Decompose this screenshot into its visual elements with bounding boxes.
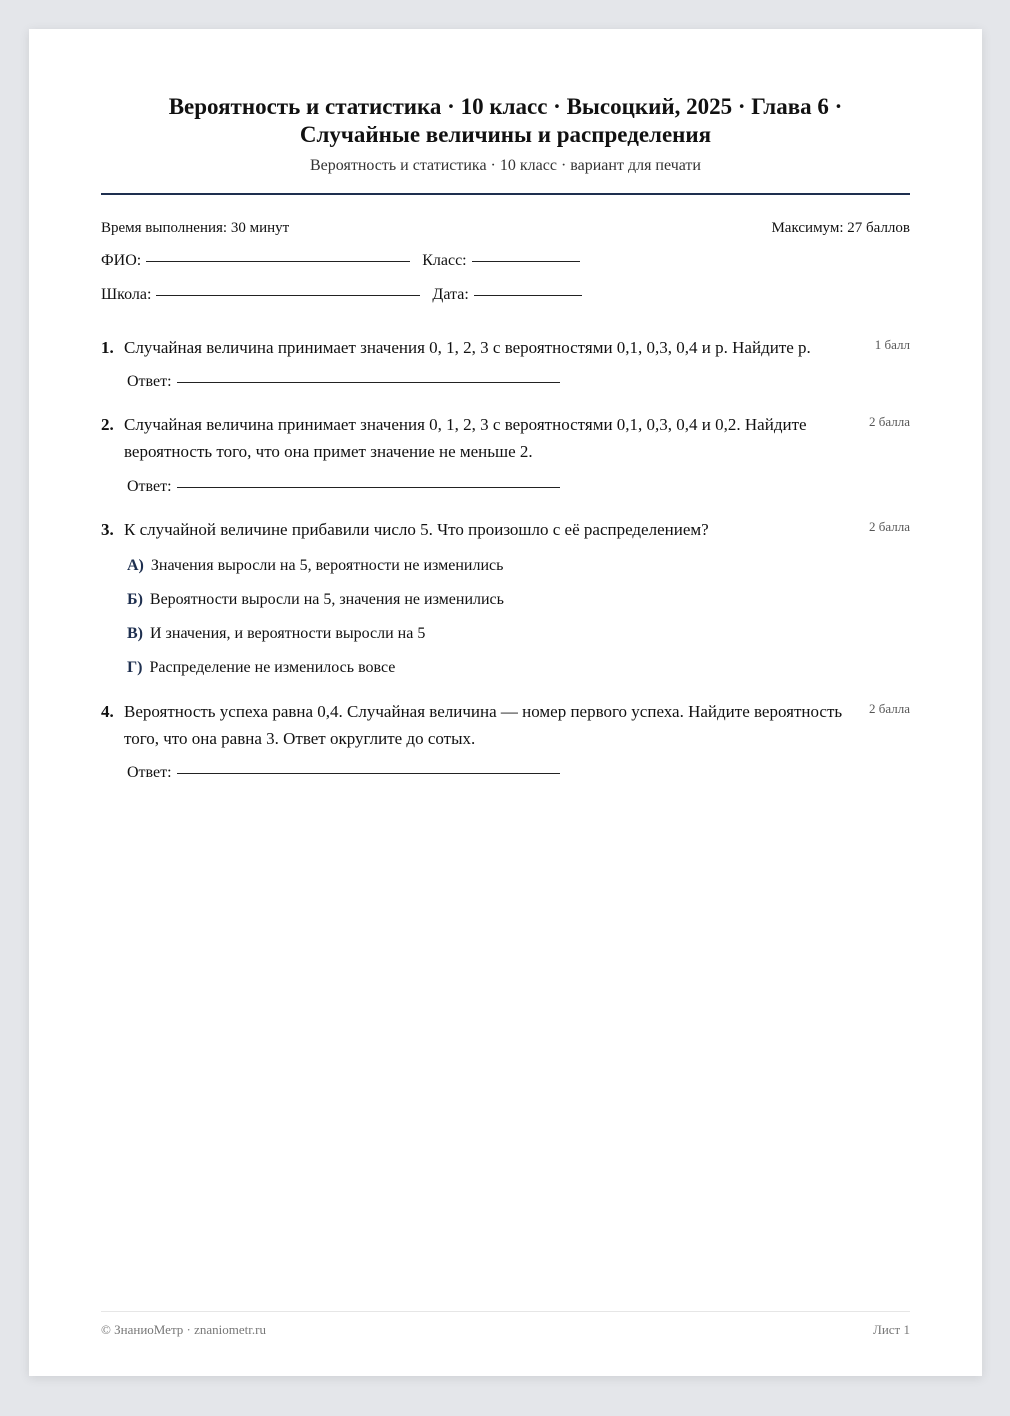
answer-field[interactable] [177, 773, 560, 774]
answer-label: Ответ: [127, 373, 172, 390]
question-number: 4. [101, 702, 114, 721]
answer-row [127, 373, 560, 391]
time-limit: Время выполнения: 30 минут [101, 220, 290, 236]
school-field[interactable] [156, 294, 420, 296]
page-number: Лист 1 [873, 1322, 910, 1337]
question-text: Вероятность успеха равна 0,4. Случайная величина — номер первого успеха. Найдите вероятность того, что она равна 3. Ответ округлите до сотых. [124, 702, 843, 748]
school-date-row [101, 286, 594, 304]
worksheet-page [29, 29, 982, 1376]
question-text: Случайная величина принимает значения 0, 1, 2, 3 с вероятностями 0,1, 0,3, 0,4 и p. Найдите p. [124, 338, 811, 357]
option-letter: А) [127, 557, 144, 574]
fio-label: ФИО: [101, 252, 142, 269]
fio-class-row [101, 252, 592, 270]
option-letter: Г) [127, 659, 143, 676]
title-line-1: Вероятность и статистика · 10 класс · Высоцкий, 2025 · Глава 6 · [168, 94, 843, 119]
question-points: 2 балла [869, 414, 910, 429]
max-score: Максимум: 27 баллов [771, 220, 910, 236]
title-line-2: Случайные величины и распределения [299, 122, 712, 147]
footer-copyright: © ЗнаниоМетр · znaniometr.ru [101, 1322, 266, 1337]
date-label: Дата: [432, 286, 469, 303]
answer-label: Ответ: [127, 764, 172, 781]
option-b[interactable] [127, 590, 504, 610]
question-number: 3. [101, 520, 114, 539]
option-text: Вероятности выросли на 5, значения не изменились [149, 591, 504, 608]
option-a[interactable] [127, 556, 503, 576]
question-text: К случайной величине прибавили число 5. Что произошло с её распределением? [124, 520, 709, 539]
option-letter: В) [127, 625, 143, 642]
question-number: 2. [101, 415, 114, 434]
page-subtitle: Вероятность и статистика · 10 класс · вариант для печати [310, 157, 701, 174]
date-field[interactable] [474, 294, 582, 296]
option-c[interactable] [127, 624, 425, 644]
option-letter: Б) [127, 591, 143, 608]
answer-field[interactable] [177, 487, 560, 488]
question-points: 2 балла [869, 701, 910, 716]
question-number: 1. [101, 338, 114, 357]
option-text: Значения выросли на 5, вероятности не изменились [150, 557, 504, 574]
answer-field[interactable] [177, 382, 560, 383]
page-content [101, 29, 910, 1376]
header-divider [101, 193, 910, 195]
option-text: И значения, и вероятности выросли на 5 [150, 625, 426, 642]
class-field[interactable] [472, 260, 580, 262]
page-title [101, 93, 910, 149]
fio-field[interactable] [146, 260, 410, 262]
question-points: 2 балла [869, 519, 910, 534]
question-text: Случайная величина принимает значения 0, 1, 2, 3 с вероятностями 0,1, 0,3, 0,4 и 0,2. Найдите вероятность того, что она примет значение не меньше 2. [124, 415, 807, 461]
answer-row [127, 764, 560, 782]
footer-divider [101, 1311, 910, 1312]
school-label: Школа: [101, 286, 152, 303]
answer-label: Ответ: [127, 478, 172, 495]
option-text: Распределение не изменилось вовсе [149, 659, 396, 676]
option-d[interactable] [127, 658, 395, 678]
answer-row [127, 478, 560, 496]
question-points: 1 балл [874, 337, 910, 352]
class-label: Класс: [422, 252, 467, 269]
